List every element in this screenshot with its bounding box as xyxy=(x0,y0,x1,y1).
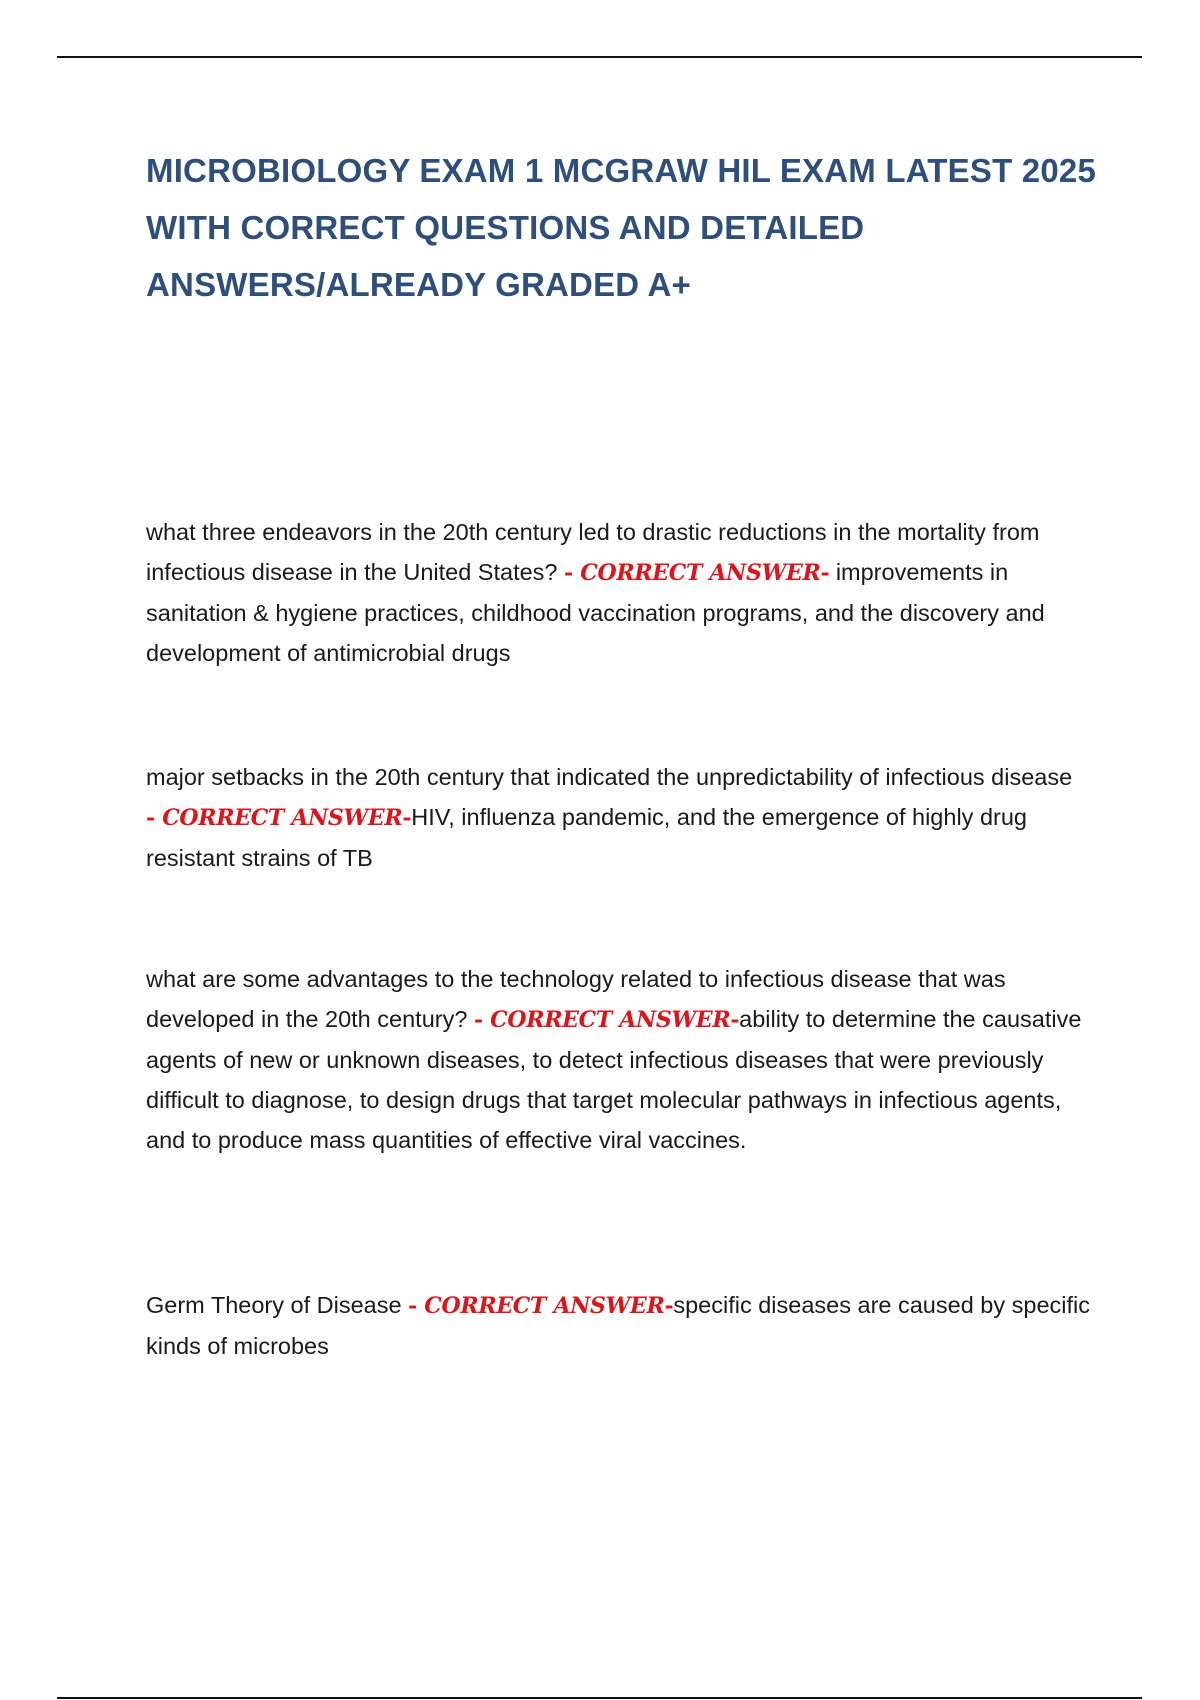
question-text: what three endeavors in the 20th century led to drastic reductions in the mortality from infectious disease in the United States? xyxy=(146,519,1040,585)
qa-item xyxy=(146,1285,1096,1366)
question-text: major setbacks in the 20th century that indicated the unpredictability of infectious disease xyxy=(146,764,1073,790)
question-text: what are some advantages to the technology related to infectious disease that was developed in the 20th century? xyxy=(146,966,1006,1032)
qa-item xyxy=(146,959,1096,1160)
document-title: MICROBIOLOGY EXAM 1 MCGRAW HIL EXAM LATEST 2025 WITH CORRECT QUESTIONS AND DETAILED ANSWERS/ALREADY GRADED A+ xyxy=(146,152,1097,303)
answer-text: specific diseases are caused by specific kinds of microbes xyxy=(146,1292,1091,1359)
correct-answer-marker: - CORRECT ANSWER- xyxy=(146,805,412,831)
answer-text: ability to determine the causative agents of new or unknown diseases, to detect infectious diseases that were previously difficult to diagnose, to design drugs that target molecular pathways in infectious agents, and to produce mass quantities of effective viral vaccines. xyxy=(146,1006,1082,1153)
bottom-rule xyxy=(57,1697,1142,1699)
qa-item xyxy=(146,512,1096,673)
answer-text: HIV, influenza pandemic, and the emergence of highly drug resistant strains of TB xyxy=(146,804,1027,871)
qa-item xyxy=(146,757,1096,878)
answer-text: improvements in sanitation & hygiene practices, childhood vaccination programs, and the discovery and development of antimicrobial drugs xyxy=(146,559,1045,666)
correct-answer-marker: - CORRECT ANSWER- xyxy=(473,1007,740,1033)
question-text: Germ Theory of Disease xyxy=(146,1292,402,1318)
correct-answer-marker: - CORRECT ANSWER- xyxy=(408,1293,674,1319)
top-rule xyxy=(57,56,1142,58)
correct-answer-marker: - CORRECT ANSWER- xyxy=(564,560,830,586)
